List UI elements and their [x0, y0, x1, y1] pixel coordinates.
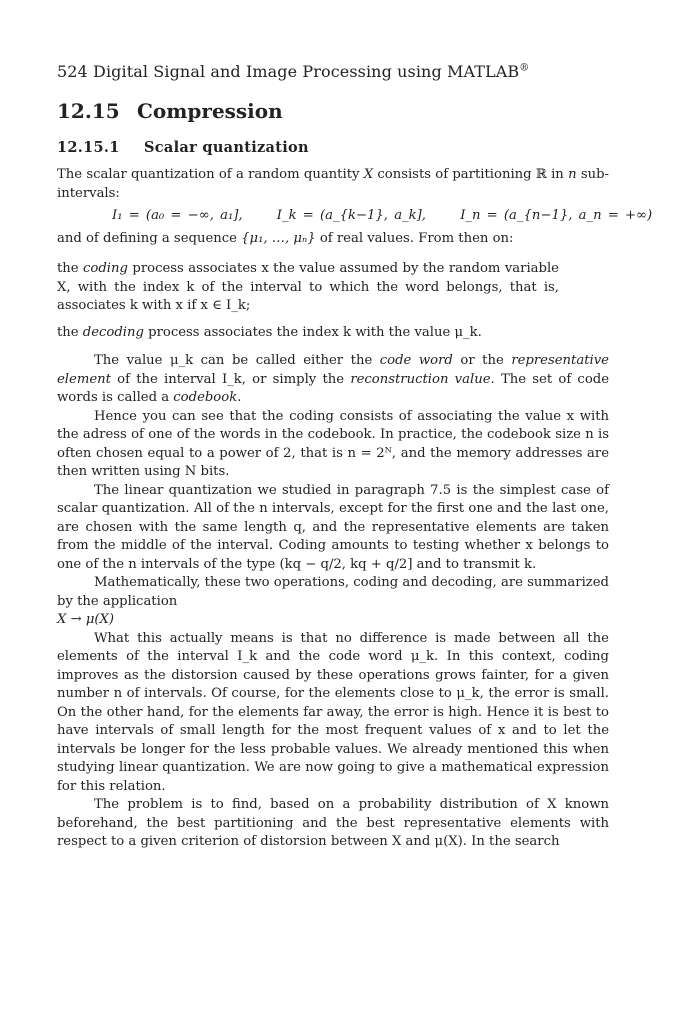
- registered-mark: ®: [519, 62, 530, 74]
- mathematically-paragraph: Mathematically, these two operations, coding and decoding, are summarized by the application: [57, 575, 609, 609]
- interval-equations: I₁ = (a₀ = −∞, a₁], I_k = (a_{k−1}, a_k], I_n = (a_{n−1}, a_n = +∞): [112, 208, 653, 223]
- hence-paragraph: Hence you can see that the coding consists of associating the value x with the adress of one of the words in the codebook. In practice, the codebook size n is often chosen equal to a power of 2, that is n = 2ᴺ, and the memory addresses are then written using N bits.: [57, 408, 609, 479]
- section-number: 12.15: [57, 99, 120, 123]
- defining-paragraph: and of defining a sequence {μ₁, …, μₙ} of real values. From then on:: [57, 230, 514, 246]
- mapping-formula: X → μ(X): [57, 612, 115, 627]
- decoding-item: the decoding process associates the index k with the value μ_k.: [57, 324, 482, 340]
- subsection-title: Scalar quantization: [144, 139, 309, 156]
- interval-first: I₁ = (a₀ = −∞, a₁]: [112, 208, 239, 223]
- body-text: [57, 166, 653, 852]
- subsection-number: 12.15.1: [57, 139, 120, 156]
- header-text: 524 Digital Signal and Image Processing using MATLAB: [57, 62, 520, 81]
- coding-item: the coding process associates x the value assumed by the random variable X, with the index k of the interval to which the word belongs, that is, associates k with x if x ∈ I_k;: [57, 261, 559, 313]
- interval-k: I_k = (a_{k−1}, a_k]: [276, 208, 422, 223]
- section-heading: [57, 99, 283, 123]
- code-word-paragraph: The value μ_k can be called either the code word or the representative element of the interval I_k, or simply the reconstruction value. The set of code words is called a codebook.: [57, 353, 610, 405]
- problem-paragraph: The problem is to find, based on a probability distribution of X known beforehand, the best partitioning and the best representative elements with respect to a given criterion of distorsion between X and μ(X). In the search: [57, 797, 609, 849]
- intro-paragraph: The scalar quantization of a random quantity X consists of partitioning ℝ in n sub-intervals:: [57, 167, 609, 201]
- difference-paragraph: What this actually means is that no difference is made between all the elements of the interval I_k and the code word μ_k. In this context, coding improves as the distorsion caused by these operations grows fainter, for a given number n of intervals. Of course, for the elements close to μ_k, the error is small. On the other hand, for the elements far away, the error is high. Hence it is best to have intervals of small length for the most frequent values of x and to let the intervals be longer for the less probable values. We already mentioned this when studying linear quantization. We are now going to give a mathematical expression for this relation.: [57, 630, 609, 794]
- section-title: Compression: [137, 99, 283, 123]
- running-header: [57, 62, 529, 81]
- linear-quantization-paragraph: The linear quantization we studied in paragraph 7.5 is the simplest case of scalar quantization. All of the n intervals, except for the first one and the last one, are chosen with the same length q, and the representative elements are taken from the middle of the interval. Coding amounts to testing whether x belongs to one of the n intervals of the type (kq − q/2, kq + q/2] and to transmit k.: [57, 482, 609, 572]
- subsection-heading: [57, 139, 309, 156]
- interval-n: I_n = (a_{n−1}, a_n = +∞): [460, 208, 653, 223]
